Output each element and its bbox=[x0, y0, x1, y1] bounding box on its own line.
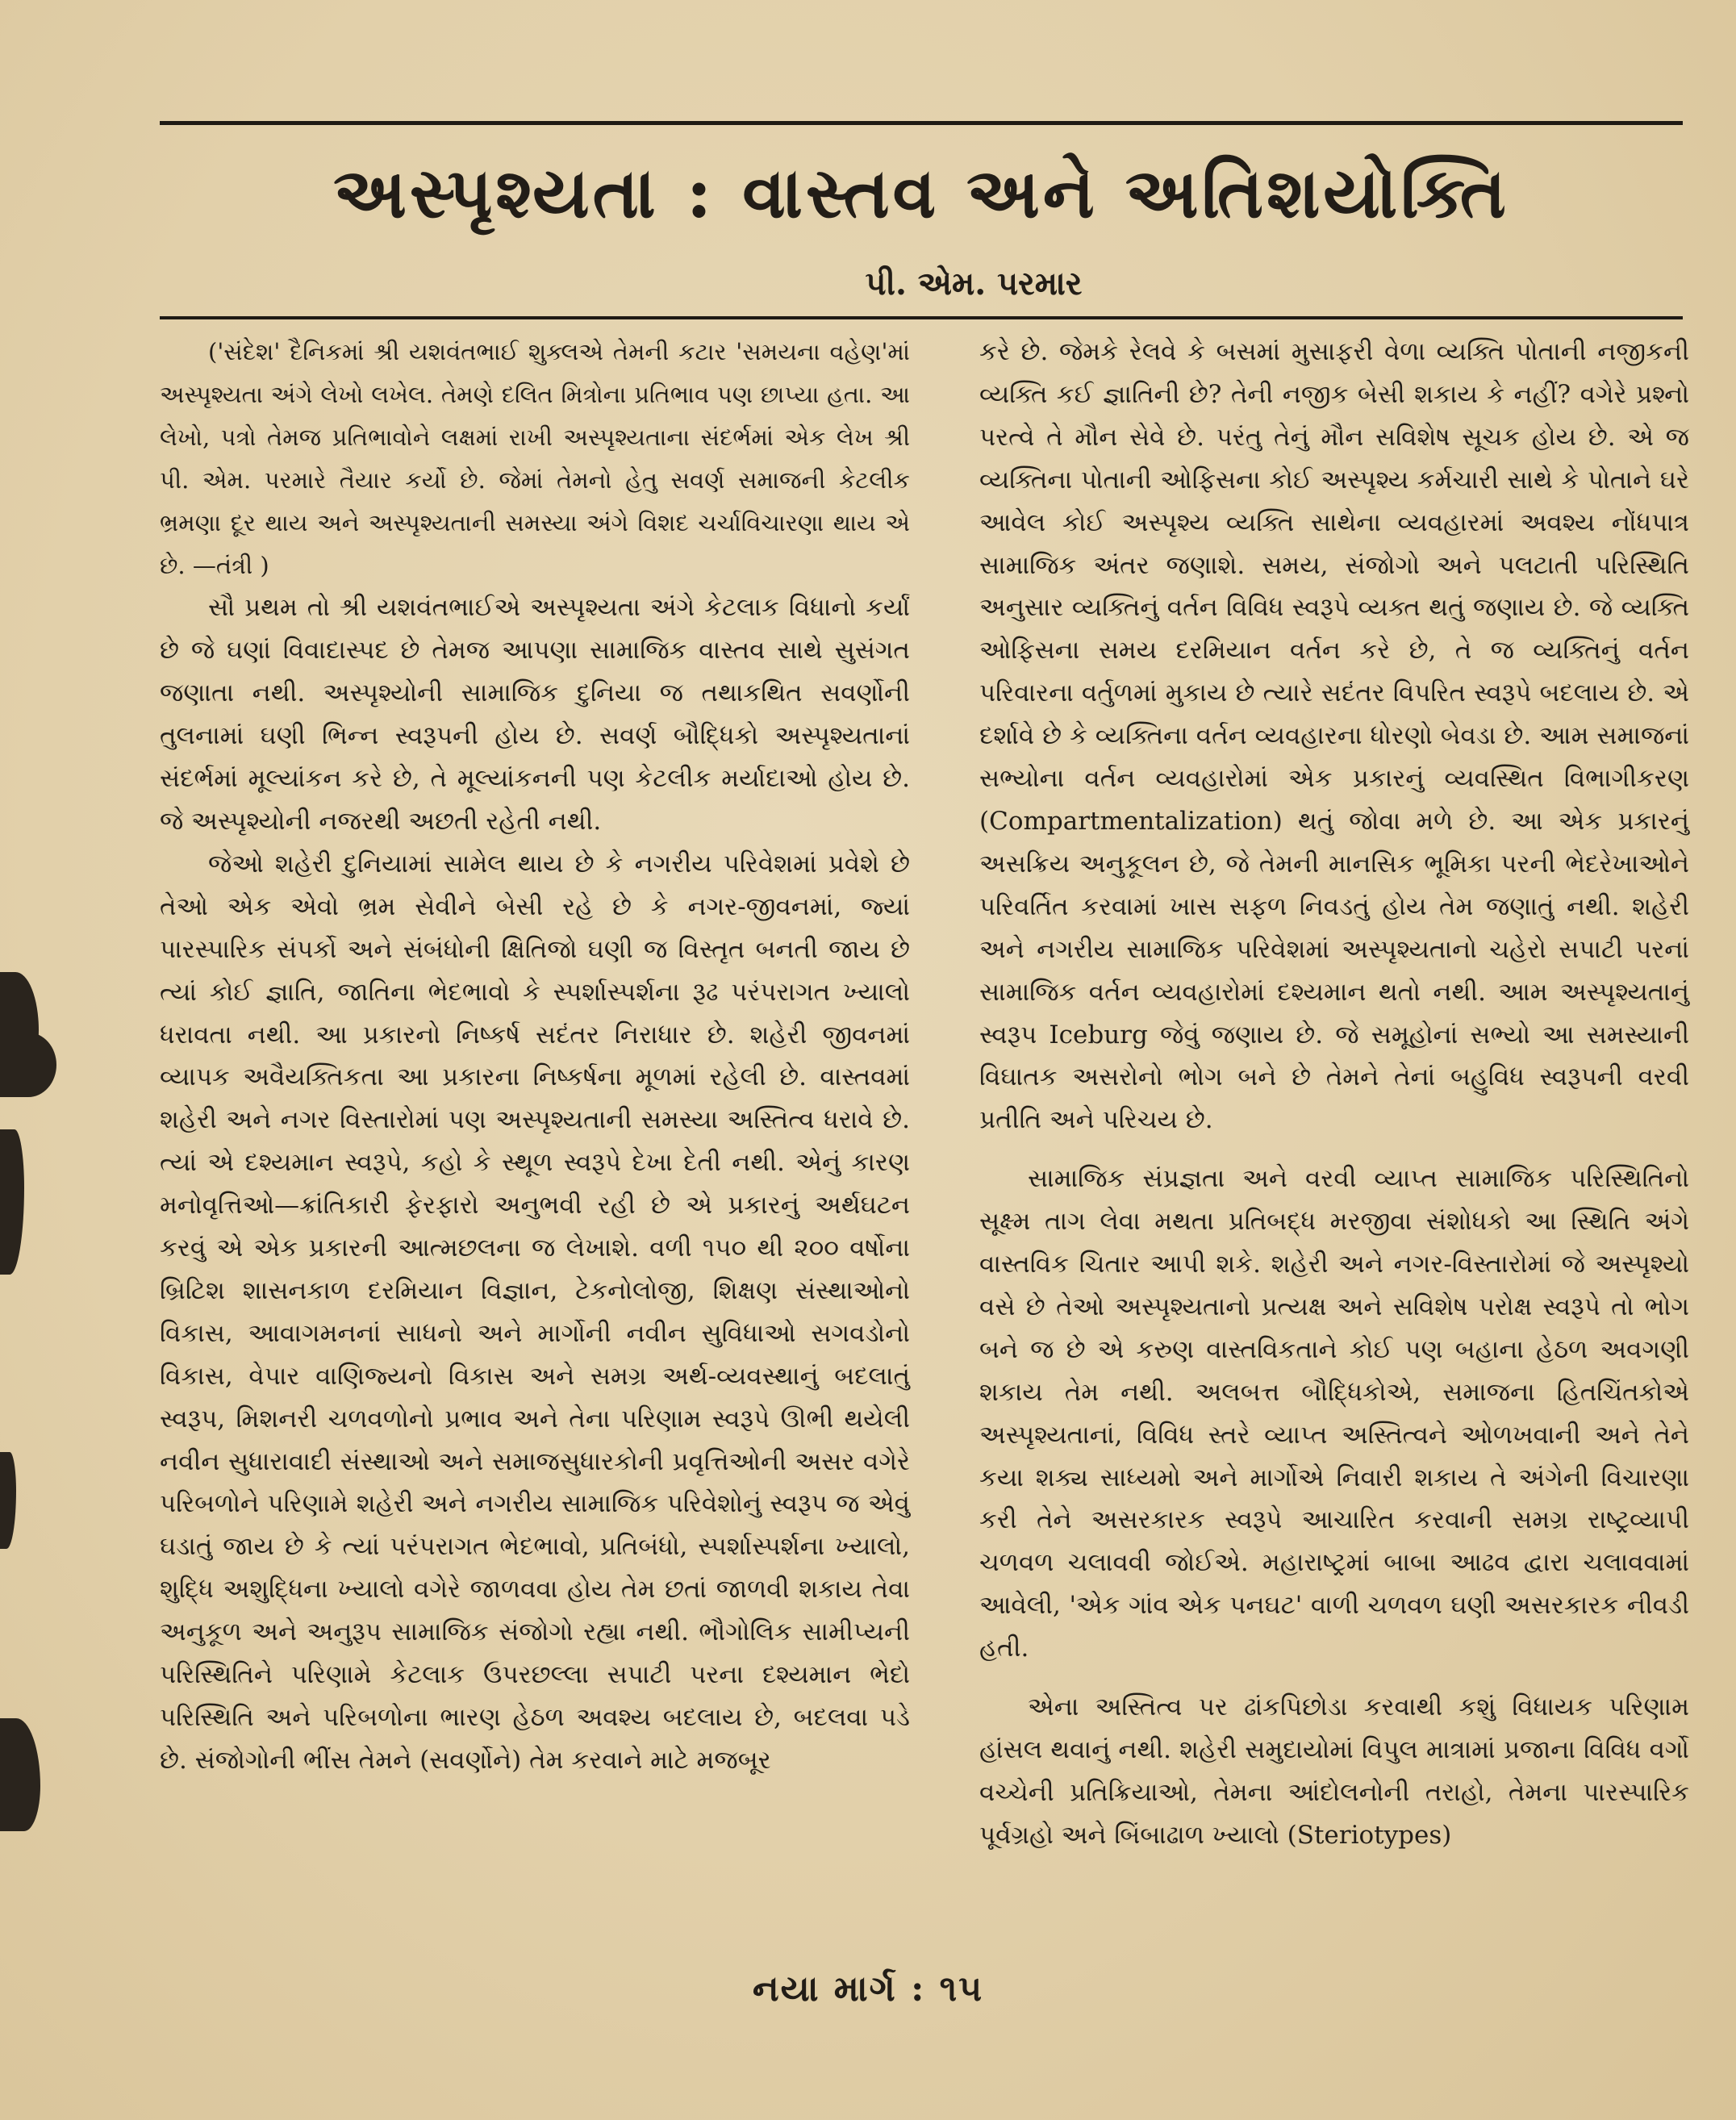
header-rule bbox=[160, 316, 1683, 319]
page-footer: નયા માર્ગ : ૧૫ bbox=[752, 1968, 984, 2009]
right-column bbox=[979, 331, 1689, 1857]
paragraph: સૌ પ્રથમ તો શ્રી યશવંતભાઈએ અસ્પૃશ્યતા અંગે કેટલાક વિધાનો કર્યાં છે જે ઘણાં વિવાદાસ્પદ છે તેમજ આપણા સામાજિક વાસ્તવ સાથે સુસંગત જણાતા નથી. અસ્પૃશ્યોની સામાજિક દુનિયા જ તથાકથિત સવર્ણોની તુલનામાં ઘણી ભિન્ન સ્વરૂપની હોય છે. સવર્ણ બૌદ્ધિકો અસ્પૃશ્યતાનાં સંદર્ભમાં મૂલ્યાંકન કરે છે, તે મૂલ્યાંકનની પણ કેટલીક મર્યાદાઓ હોય છે. જે અસ્પૃશ્યોની નજરથી અછતી રહેતી નથી. bbox=[160, 593, 910, 836]
article-author: પી. એમ. પરમાર bbox=[865, 265, 1083, 303]
page-damage bbox=[0, 1033, 56, 1097]
paragraph: કરે છે. જેમકે રેલવે કે બસમાં મુસાફરી વેળા વ્યક્તિ પોતાની નજીકની વ્યક્તિ કઈ જ્ઞાતિની છે? તેની નજીક બેસી શકાય કે નહીં? વગેરે પ્રશ્નો પરત્વે તે મૌન સેવે છે. પરંતુ તેનું મૌન સવિશેષ સૂચક હોય છે. એ જ વ્યક્તિના પોતાની ઓફિસના કોઈ અસ્પૃશ્ય કર્મચારી સાથે કે પોતાને ઘરે આવેલ કોઈ અસ્પૃશ્ય વ્યક્તિ સાથેના વ્યવહારમાં અવશ્ય નોંધપાત્ર સામાજિક અંતર જણાશે. સમય, સંજોગો અને પલટાતી પરિસ્થિતિ અનુસાર વ્યક્તિનું વર્તન વિવિધ સ્વરૂપે વ્યક્ત થતું જણાય છે. જે વ્યક્તિ ઓફિસના સમય દરમિયાન વર્તન કરે છે, તે જ વ્યક્તિનું વર્તન પરિવારના વર્તુળમાં મુકાય છે ત્યારે સદંતર વિપરિત સ્વરૂપે બદલાય છે. એ દર્શાવે છે કે વ્યક્તિના વર્તન વ્યવહારના ધોરણો બેવડા છે. આમ સમાજનાં સભ્યોના વર્તન વ્યવહારોમાં એક પ્રકારનું વ્યવસ્થિત વિભાગીકરણ (Compartmentalization) થતું જોવા મળે છે. આ એક પ્રકારનું અસક્રિય અનુકૂલન છે, જે તેમની માનસિક ભૂમિકા પરની ભેદરેખાઓને પરિવર્તિત કરવામાં ખાસ સફળ નિવડતું હોય તેમ જણાતું નથી. શહેરી અને નગરીય સામાજિક પરિવેશમાં અસ્પૃશ્યતાનો ચહેરો સપાટી પરનાં સામાજિક વર્તન વ્યવહારોમાં દશ્યમાન થતો નથી. આમ અસ્પૃશ્યતાનું સ્વરૂપ Iceburg જેવું જણાય છે. જે સમૂહોનાં સભ્યો આ સમસ્યાની વિઘાતક અસરોનો ભોગ બને છે તેમને તેનાં બહુવિધ સ્વરૂપની વરવી પ્રતીતિ અને પરિચય છે. bbox=[979, 337, 1689, 1135]
paragraph: એના અસ્તિત્વ પર ઢાંકપિછોડા કરવાથી કશું વિધાયક પરિણામ હાંસલ થવાનું નથી. શહેરી સમુદાયોમાં વિપુલ માત્રામાં પ્રજાના વિવિધ વર્ગો વચ્ચેની પ્રતિક્રિયાઓ, તેમના આંદોલનોની તરાહો, તેમના પારસ્પારિક પૂર્વગ્રહો અને બિંબાઢાળ ખ્યાલો (Steriotypes) bbox=[979, 1692, 1689, 1850]
paragraph: સામાજિક સંપ્રજ્ઞતા અને વરવી વ્યાપ્ત સામાજિક પરિસ્થિતિનો સૂક્ષ્મ તાગ લેવા મથતા પ્રતિબદ્ધ મરજીવા સંશોધકો આ સ્થિતિ અંગે વાસ્તવિક ચિતાર આપી શકે. શહેરી અને નગર-વિસ્તારોમાં જે અસ્પૃશ્યો વસે છે તેઓ અસ્પૃશ્યતાનો પ્રત્યક્ષ અને સવિશેષ પરોક્ષ સ્વરૂપે તો ભોગ બને જ છે એ કરુણ વાસ્તવિકતાને કોઈ પણ બહાના હેઠળ અવગણી શકાય તેમ નથી. અલબત્ત બૌદ્ધિકોએ, સમાજના હિતચિંતકોએ અસ્પૃશ્યતાનાં, વિવિધ સ્તરે વ્યાપ્ત અસ્તિત્વને ઓળખવાની અને તેને કયા શક્ય સાધ્યમો અને માર્ગોએ નિવારી શકાય તે અંગેની વિચારણા કરી તેને અસરકારક સ્વરૂપે આચારિત કરવાની સમગ્ર રાષ્ટ્રવ્યાપી ચળવળ ચલાવવી જોઈએ. મહારાષ્ટ્રમાં બાબા આઢવ દ્વારા ચલાવવામાં આવેલી, 'એક ગાંવ એક પનઘટ' વાળી ચળવળ ઘણી અસરકારક નીવડી હતી. bbox=[979, 1164, 1689, 1663]
left-column bbox=[160, 331, 910, 1782]
page-damage bbox=[0, 1452, 16, 1549]
page-damage bbox=[0, 1129, 24, 1275]
article-title: અસ્પૃશ્યતા : વાસ્તવ અને અતિશયોક્તિ bbox=[333, 152, 1509, 234]
top-rule bbox=[160, 121, 1683, 125]
page-damage bbox=[0, 1718, 40, 1831]
paragraph: જેઓ શહેરી દુનિયામાં સામેલ થાય છે કે નગરીય પરિવેશમાં પ્રવેશે છે તેઓ એક એવો ભ્રમ સેવીને બેસી રહે છે કે નગર-જીવનમાં, જ્યાં પારસ્પારિક સંપર્કો અને સંબંધોની ક્ષિતિજો ઘણી જ વિસ્તૃત બનતી જાય છે ત્યાં કોઈ જ્ઞાતિ, જાતિના ભેદભાવો કે સ્પર્શાસ્પર્શના રૂઢ પરંપરાગત ખ્યાલો ધરાવતા નથી. આ પ્રકારનો નિષ્કર્ષ સદંતર નિરાધાર છે. શહેરી જીવનમાં વ્યાપક અવૈયક્તિકતા આ પ્રકારના નિષ્કર્ષના મૂળમાં રહેલી છે. વાસ્તવમાં શહેરી અને નગર વિસ્તારોમાં પણ અસ્પૃશ્યતાની સમસ્યા અસ્તિત્વ ધરાવે છે. ત્યાં એ દશ્યમાન સ્વરૂપે, કહો કે સ્થૂળ સ્વરૂપે દેખા દેતી નથી. એનું કારણ મનોવૃત્તિઓ—ક્રાંતિકારી ફેરફારો અનુભવી રહી છે એ પ્રકારનું અર્થઘટન કરવું એ એક પ્રકારની આત્મછલના જ લેખાશે. વળી ૧૫૦ થી ૨૦૦ વર્ષોના બ્રિટિશ શાસનકાળ દરમિયાન વિજ્ઞાન, ટેકનોલોજી, શિક્ષણ સંસ્થાઓનો વિકાસ, આવાગમનનાં સાધનો અને માર્ગોની નવીન સુવિધાઓ સગવડોનો વિકાસ, વેપાર વાણિજ્યનો વિકાસ અને સમગ્ર અર્થ-વ્યવસ્થાનું બદલાતું સ્વરૂપ, મિશનરી ચળવળોનો પ્રભાવ અને તેના પરિણામ સ્વરૂપે ઊભી થયેલી નવીન સુધારાવાદી સંસ્થાઓ અને સમાજસુધારકોની પ્રવૃત્તિઓની અસર વગેરે પરિબળોને પરિણામે શહેરી અને નગરીય સામાજિક પરિવેશોનું સ્વરૂપ જ એવું ઘડાતું જાય છે કે ત્યાં પરંપરાગત ભેદભાવો, પ્રતિબંધો, સ્પર્શાસ્પર્શના ખ્યાલો, શુદ્ધિ અશુદ્ધિના ખ્યાલો વગેરે જાળવવા હોય તેમ છતાં જાળવી શકાય તેવા અનુકૂળ અને અનુરૂપ સામાજિક સંજોગો રહ્યા નથી. ભૌગોલિક સામીપ્યની પરિસ્થિતિને પરિણામે કેટલાક ઉપરછલ્લા સપાટી પરના દશ્યમાન ભેદો પરિસ્થિતિ અને પરિબળોના ભારણ હેઠળ અવશ્ય બદલાય છે, બદલવા પડે છે. સંજોગોની ભીંસ તેમને (સવર્ણોને) તેમ કરવાને માટે મજબૂર bbox=[160, 849, 911, 1775]
editor-note: ('સંદેશ' દૈનિકમાં શ્રી યશવંતભાઈ શુક્લએ તેમની કટાર 'સમયના વહેણ'માં અસ્પૃશ્યતા અંગે લેખો લખેલ. તેમણે દલિત મિત્રોના પ્રતિભાવ પણ છાપ્યા હતા. આ લેખો, પત્રો તેમજ પ્રતિભાવોને લક્ષમાં રાખી અસ્પૃશ્યતાના સંદર્ભમાં એક લેખ શ્રી પી. એમ. પરમારે તૈયાર કર્યો છે. જેમાં તેમનો હેતુ સવર્ણ સમાજની કેટલીક ભ્રમણા દૂર થાય અને અસ્પૃશ્યતાની સમસ્યા અંગે વિશદ ચર્ચાવિચારણા થાય એ છે. —તંત્રી ) bbox=[160, 338, 910, 579]
